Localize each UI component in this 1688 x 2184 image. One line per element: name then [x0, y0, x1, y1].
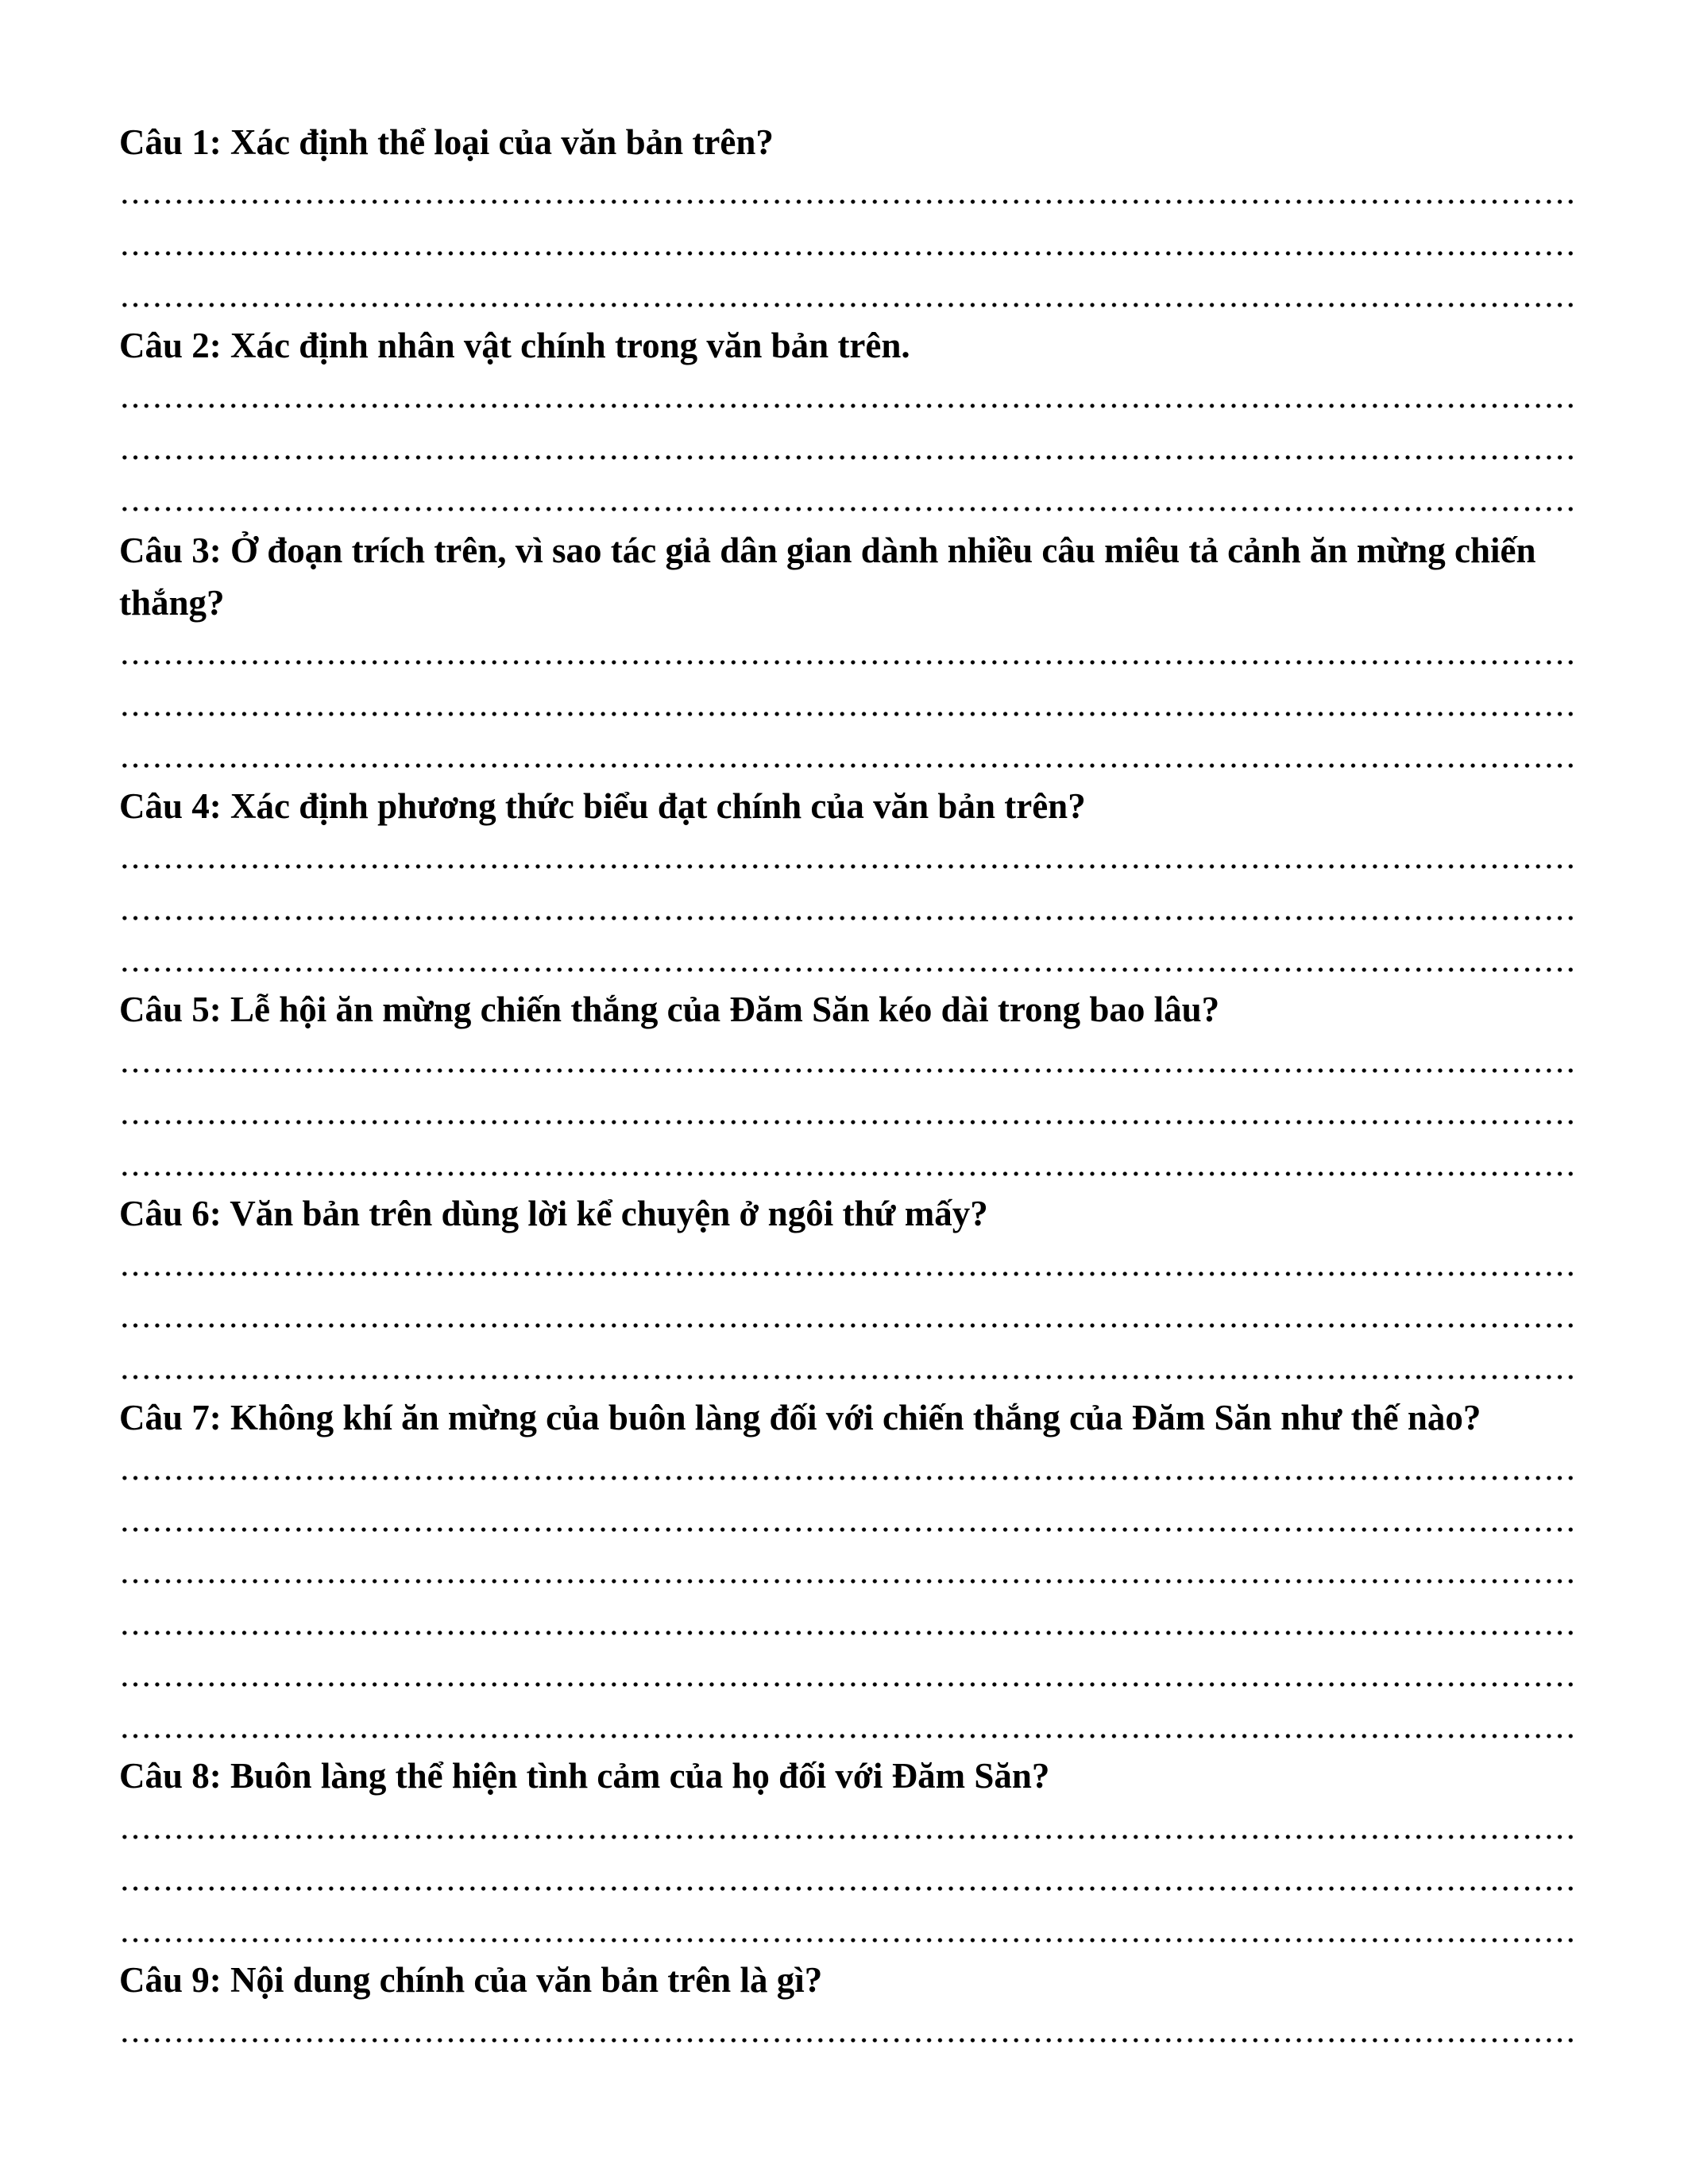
answer-line[interactable] — [119, 858, 1573, 875]
question-2 — [119, 319, 1597, 372]
question-9 — [119, 1954, 1597, 2006]
answer-line[interactable] — [119, 1368, 1573, 1386]
answer-line[interactable] — [119, 397, 1573, 415]
answer-line[interactable] — [119, 909, 1573, 927]
question-3-text: Ở đoạn trích trên, vì sao tác giả dân gian dành nhiều câu miêu tả cảnh ăn mừng chiến thắng? — [119, 531, 1536, 623]
question-8 — [119, 1750, 1597, 1802]
answer-line[interactable] — [119, 1624, 1573, 1642]
answer-line[interactable] — [119, 1113, 1573, 1131]
question-6-label: Câu 6: — [119, 1194, 222, 1233]
answer-line[interactable] — [119, 1165, 1573, 1183]
answer-line[interactable] — [119, 296, 1573, 314]
answer-line[interactable] — [119, 1062, 1573, 1079]
answer-line[interactable] — [119, 1317, 1573, 1334]
answer-line[interactable] — [119, 1828, 1573, 1846]
question-8-label: Câu 8: — [119, 1756, 222, 1796]
answer-line[interactable] — [119, 1572, 1573, 1590]
answer-line[interactable] — [119, 1676, 1573, 1693]
answer-line[interactable] — [119, 500, 1573, 518]
answer-line[interactable] — [119, 1265, 1573, 1283]
answer-line[interactable] — [119, 654, 1573, 671]
answer-line[interactable] — [119, 245, 1573, 262]
answer-line[interactable] — [119, 757, 1573, 774]
question-6-text: Văn bản trên dùng lời kể chuyện ở ngôi thứ mấy? — [230, 1194, 988, 1233]
question-7 — [119, 1391, 1597, 1444]
question-7-label: Câu 7: — [119, 1398, 222, 1437]
question-5-label: Câu 5: — [119, 990, 222, 1029]
answer-line[interactable] — [119, 1521, 1573, 1538]
question-4-label: Câu 4: — [119, 786, 222, 826]
question-6 — [119, 1187, 1597, 1240]
answer-line[interactable] — [119, 2032, 1573, 2049]
question-9-label: Câu 9: — [119, 1960, 222, 2000]
question-1 — [119, 116, 1597, 168]
question-7-text: Không khí ăn mừng của buôn làng đối với chiến thắng của Đăm Săn như thế nào? — [230, 1398, 1481, 1437]
answer-line[interactable] — [119, 193, 1573, 210]
question-3-label: Câu 3: — [119, 531, 222, 570]
answer-line[interactable] — [119, 449, 1573, 466]
question-4 — [119, 780, 1597, 832]
answer-line[interactable] — [119, 961, 1573, 978]
answer-line[interactable] — [119, 1931, 1573, 1949]
answer-line[interactable] — [119, 1727, 1573, 1745]
question-4-text: Xác định phương thức biểu đạt chính của văn bản trên? — [230, 786, 1086, 826]
question-8-text: Buôn làng thể hiện tình cảm của họ đối với Đăm Săn? — [230, 1756, 1050, 1796]
question-2-label: Câu 2: — [119, 326, 222, 365]
question-1-label: Câu 1: — [119, 122, 222, 162]
answer-line[interactable] — [119, 705, 1573, 723]
question-9-text: Nội dung chính của văn bản trên là gì? — [230, 1960, 823, 2000]
answer-line[interactable] — [119, 1469, 1573, 1487]
question-2-text: Xác định nhân vật chính trong văn bản trên. — [230, 326, 910, 365]
question-5-text: Lễ hội ăn mừng chiến thắng của Đăm Săn kéo dài trong bao lâu? — [230, 990, 1220, 1029]
answer-line[interactable] — [119, 1880, 1573, 1897]
question-1-text: Xác định thể loại của văn bản trên? — [230, 122, 774, 162]
question-5 — [119, 983, 1597, 1036]
question-3 — [119, 524, 1581, 629]
